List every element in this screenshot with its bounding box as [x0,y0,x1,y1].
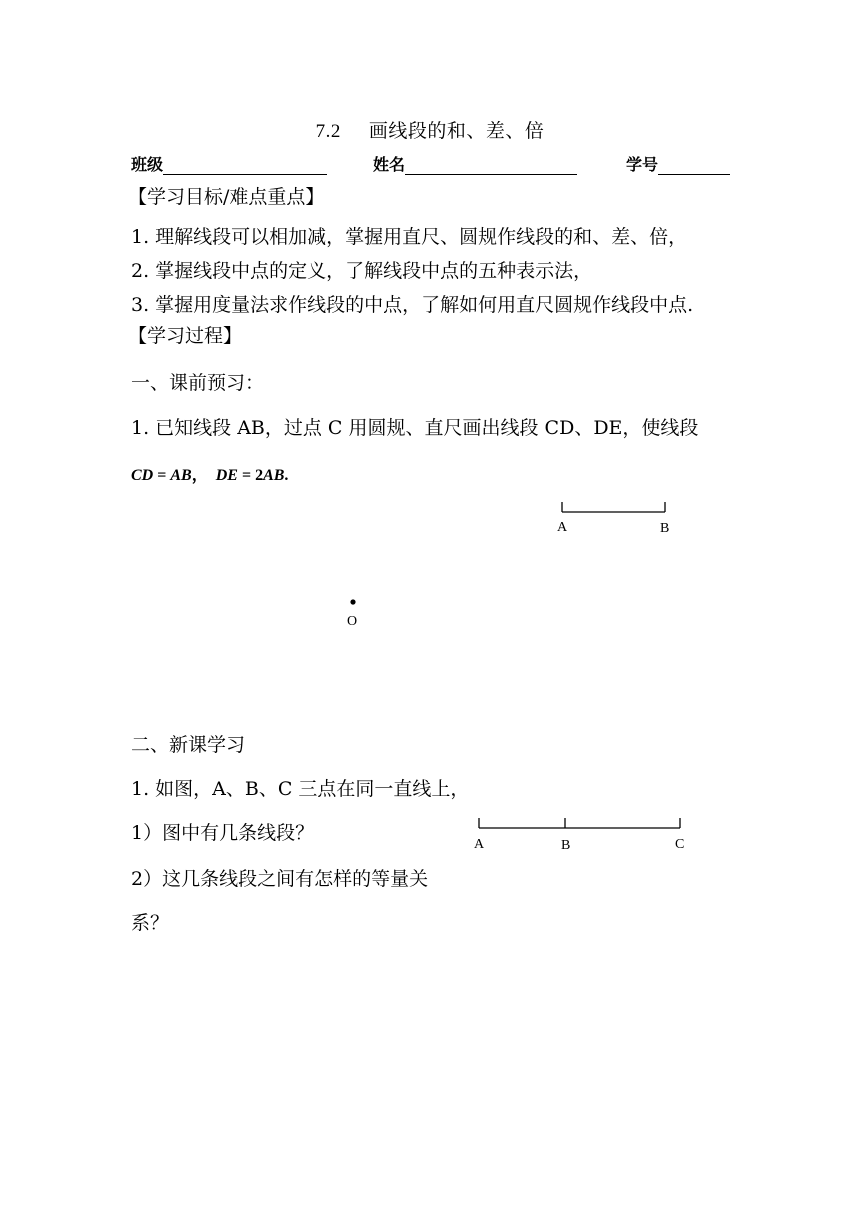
math-de: DE [215,467,238,484]
title-text: 画线段的和、差、倍 [368,120,545,142]
math-ab1: AB [170,467,192,484]
new-lesson-header: 二、新课学习 [131,734,246,756]
class-blank[interactable] [163,158,327,175]
class-label: 班级 [131,155,164,174]
label-b-1: B [660,521,670,536]
label-o: O [347,614,358,629]
objectives-header: 【学习目标/难点重点】 [128,186,325,208]
id-field[interactable] [626,152,730,175]
page-title [0,116,860,143]
math-eq2: = [237,467,256,484]
process-header: 【学习过程】 [128,325,243,347]
math-ab2: AB [263,467,285,484]
id-blank[interactable] [658,158,730,175]
name-blank[interactable] [405,158,577,175]
math-sep: ， [191,467,216,484]
math-eq1: = [153,467,171,484]
segment-ab-figure [555,497,675,519]
label-c-2: C [675,837,685,852]
segment-abc-figure [470,814,690,836]
objective-1: 1. 理解线段可以相加减，掌握用直尺、圆规作线段的和、差、倍， [131,226,688,248]
new-question-1-part-2: 2）这几条线段之间有怎样的等量关 [131,868,429,890]
preview-math [131,462,288,485]
name-label: 姓名 [373,155,406,174]
section-number: 7.2 [315,121,341,142]
point-o-dot [348,597,358,607]
objective-2: 2. 掌握线段中点的定义，了解线段中点的五种表示法， [131,260,593,282]
preview-question-1: 1. 已知线段 AB，过点 C 用圆规、直尺画出线段 CD、DE，使线段 [131,417,699,439]
name-field[interactable] [373,152,577,175]
objective-3: 3. 掌握用度量法求作线段的中点，了解如何用直尺圆规作线段中点. [131,294,694,316]
preview-header: 一、课前预习： [131,372,265,394]
label-a-2: A [474,837,485,852]
new-question-1: 1. 如图，A、B、C 三点在同一直线上， [131,778,470,800]
point-o-marker [350,599,355,604]
id-label: 学号 [626,155,659,174]
label-a-1: A [557,520,568,535]
label-b-2: B [561,838,571,853]
new-question-1-part-1: 1）图中有几条线段？ [131,822,315,844]
math-end: . [284,467,289,484]
new-question-1-part-2-cont: 系？ [131,912,170,934]
math-cd: CD [131,467,154,484]
class-field[interactable] [131,152,327,175]
math-two: 2 [255,467,264,484]
